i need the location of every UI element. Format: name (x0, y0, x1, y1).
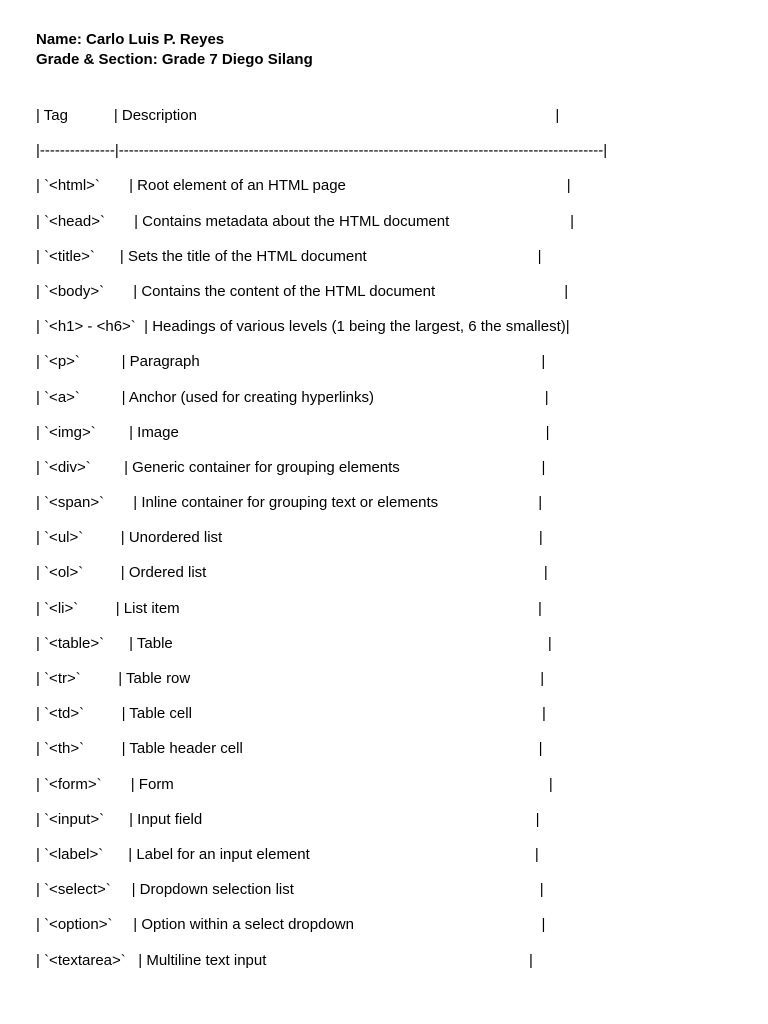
table-row: | `<span>` | Inline container for grouping text or elements | (36, 494, 543, 512)
table-row: | `<select>` | Dropdown selection list | (36, 881, 544, 899)
table-row: | `<ul>` | Unordered list | (36, 529, 543, 547)
table-header-row: | Tag | Description | (36, 107, 560, 124)
grade-section: Grade & Section: Grade 7 Diego Silang (36, 51, 313, 68)
table-row: | `<div>` | Generic container for grouping elements | (36, 458, 546, 476)
table-row: | `<textarea>` | Multiline text input | (36, 951, 533, 969)
document-page (36, 30, 736, 986)
table-row: | `<img>` | Image | (36, 423, 550, 441)
table-row: | `<th>` | Table header cell | (36, 740, 543, 758)
table-row: | `<title>` | Sets the title of the HTML document | (36, 247, 542, 265)
table-row: | `<table>` | Table | (36, 634, 552, 652)
table-row: | `<input>` | Input field | (36, 810, 540, 828)
table-row: | `<body>` | Contains the content of the HTML document | (36, 282, 569, 300)
markdown-table (36, 106, 736, 986)
table-row: | `<a>` | Anchor (used for creating hyperlinks) | (36, 388, 549, 406)
table-row: | `<h1> - <h6>` | Headings of various levels (1 being the largest, 6 the smallest)| (36, 318, 570, 336)
table-row: | `<html>` | Root element of an HTML page | (36, 177, 571, 195)
table-row: | `<ol>` | Ordered list | (36, 564, 548, 582)
table-row: | `<td>` | Table cell | (36, 705, 546, 723)
student-name: Name: Carlo Luis P. Reyes (36, 31, 225, 48)
table-row: | `<li>` | List item | (36, 599, 542, 617)
table-row: | `<label>` | Label for an input element | (36, 845, 539, 863)
table-row: | `<form>` | Form | (36, 775, 553, 793)
table-row: | `<tr>` | Table row | (36, 670, 545, 687)
table-row: | `<p>` | Paragraph | (36, 353, 546, 371)
table-row: | `<head>` | Contains metadata about the HTML document | (36, 212, 575, 230)
table-separator-row: |---------------|-------------------------------------------------------------------------------------------------| (36, 142, 608, 160)
table-row: | `<option>` | Option within a select dropdown | (36, 916, 546, 934)
